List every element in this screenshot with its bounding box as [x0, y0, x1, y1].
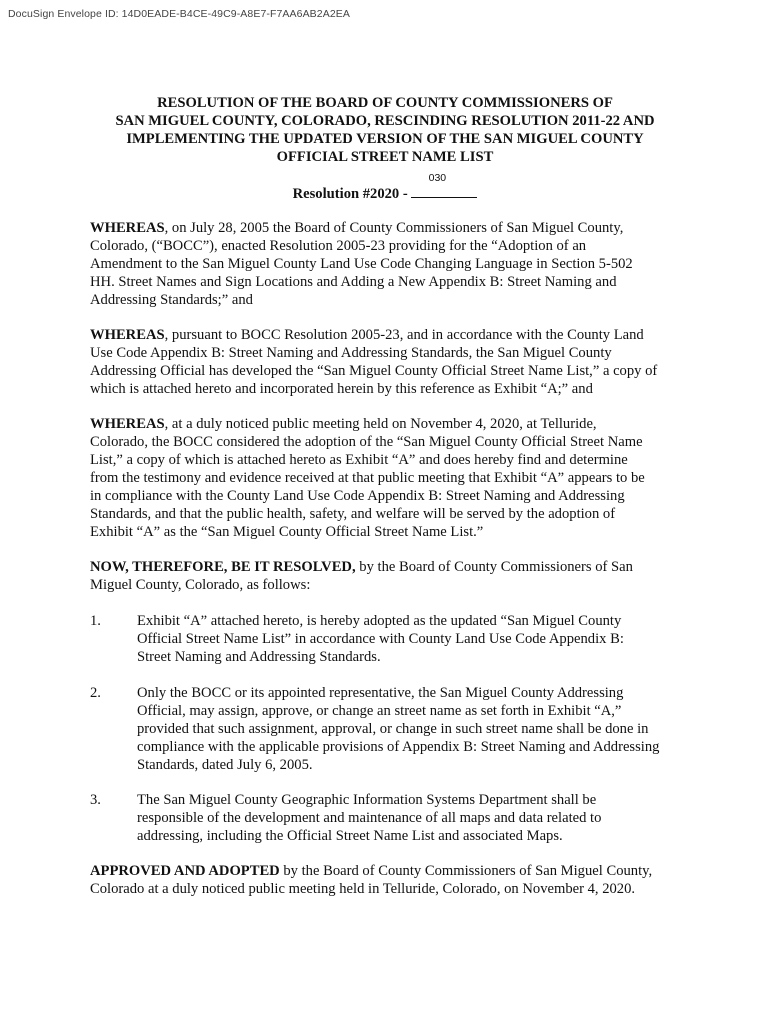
list-item-line: Exhibit “A” attached hereto, is hereby adopted as the updated “San Miguel County [137, 613, 622, 629]
resolution-number-line [0, 172, 770, 203]
title-line: RESOLUTION OF THE BOARD OF COUNTY COMMISSIONERS OF [157, 95, 613, 111]
whereas-lead: WHEREAS [90, 220, 165, 236]
list-item-line: Street Naming and Addressing Standards. [137, 649, 381, 665]
list-item-line: provided that such assignment, approval, or change in such street name shall be done in [137, 721, 649, 737]
paragraph-line: , pursuant to BOCC Resolution 2005-23, and in accordance with the County Land [164, 327, 644, 343]
list-item-line: responsible of the development and maintenance of all maps and data related to [137, 810, 602, 826]
resolved-lead: NOW, THEREFORE, BE IT RESOLVED, [90, 559, 356, 575]
paragraph-line: HH. Street Names and Sign Locations and Adding a New Appendix B: Street Naming and [90, 274, 617, 290]
paragraph-line: by the Board of County Commissioners of San [355, 559, 633, 575]
paragraph-line: by the Board of County Commissioners of San Miguel County, [279, 863, 653, 879]
paragraph-line: Colorado, the BOCC considered the adoption of the “San Miguel County Official Street Name [90, 434, 643, 450]
list-item-line: Only the BOCC or its appointed representative, the San Miguel County Addressing [137, 685, 624, 701]
paragraph-line: Addressing Official has developed the “San Miguel County Official Street Name List,” a copy of [90, 363, 658, 379]
paragraph-line: Addressing Standards;” and [90, 292, 253, 308]
paragraph-line: Colorado at a duly noticed public meeting held in Telluride, Colorado, on November 4, 2020. [90, 881, 636, 897]
list-item-line: Standards, dated July 6, 2005. [137, 757, 313, 773]
list-item-number: 2. [90, 685, 101, 701]
whereas-paragraph-3 [90, 415, 690, 541]
paragraph-line: Use Code Appendix B: Street Naming and Addressing Standards, the San Miguel County [90, 345, 612, 361]
paragraph-line: from the testimony and evidence received at that public meeting that Exhibit “A” appears to be [90, 470, 645, 486]
title-line: OFFICIAL STREET NAME LIST [276, 149, 494, 165]
title-line: IMPLEMENTING THE UPDATED VERSION OF THE SAN MIGUEL COUNTY [126, 131, 644, 147]
whereas-lead: WHEREAS [90, 327, 165, 343]
list-item-number: 1. [90, 613, 101, 629]
list-item-line: The San Miguel County Geographic Information Systems Department shall be [137, 792, 597, 808]
paragraph-line: in compliance with the County Land Use Code Appendix B: Street Naming and Addressing [90, 488, 625, 504]
whereas-lead: WHEREAS [90, 416, 165, 432]
list-item-line: Official Street Name List” in accordance with County Land Use Code Appendix B: [137, 631, 624, 647]
paragraph-line: Colorado, (“BOCC”), enacted Resolution 2005-23 providing for the “Adoption of an [90, 238, 587, 254]
whereas-paragraph-2 [90, 326, 690, 398]
list-item-line: addressing, including the Official Street Name List and associated Maps. [137, 828, 563, 844]
approved-paragraph [90, 862, 690, 898]
docusign-envelope-id: DocuSign Envelope ID: 14D0EADE-B4CE-49C9-A8E7-F7AA6AB2A2EA [8, 8, 350, 20]
paragraph-line: , on July 28, 2005 the Board of County Commissioners of San Miguel County, [164, 220, 624, 236]
list-item-line: compliance with the applicable provisions of Appendix B: Street Naming and Addressing [137, 739, 660, 755]
list-item-number: 3. [90, 792, 101, 808]
title-line: SAN MIGUEL COUNTY, COLORADO, RESCINDING RESOLUTION 2011-22 AND [115, 113, 655, 129]
approved-lead: APPROVED AND ADOPTED [90, 863, 280, 879]
paragraph-line: Miguel County, Colorado, as follows: [90, 577, 311, 593]
paragraph-line: Standards, and that the public health, safety, and welfare will be served by the adoption of [90, 506, 616, 522]
paragraph-line: Amendment to the San Miguel County Land Use Code Changing Language in Section 5-502 [90, 256, 633, 272]
paragraph-line: Exhibit “A” as the “San Miguel County Official Street Name List.” [90, 524, 484, 540]
paragraph-line: , at a duly noticed public meeting held on November 4, 2020, at Telluride, [164, 416, 597, 432]
resolution-label: Resolution #2020 - [292, 186, 412, 202]
paragraph-line: which is attached hereto and incorporated herein by this reference as Exhibit “A;” and [90, 381, 593, 397]
resolution-number: 030 [428, 172, 447, 184]
paragraph-line: List,” a copy of which is attached hereto as Exhibit “A” and does hereby find and determine [90, 452, 628, 468]
whereas-paragraph-1 [90, 219, 690, 309]
resolution-number-blank [411, 172, 477, 198]
resolved-paragraph [90, 558, 690, 594]
list-item-line: Official, may assign, approve, or change an street name as set forth in Exhibit “A,” [137, 703, 622, 719]
document-title [60, 94, 710, 166]
